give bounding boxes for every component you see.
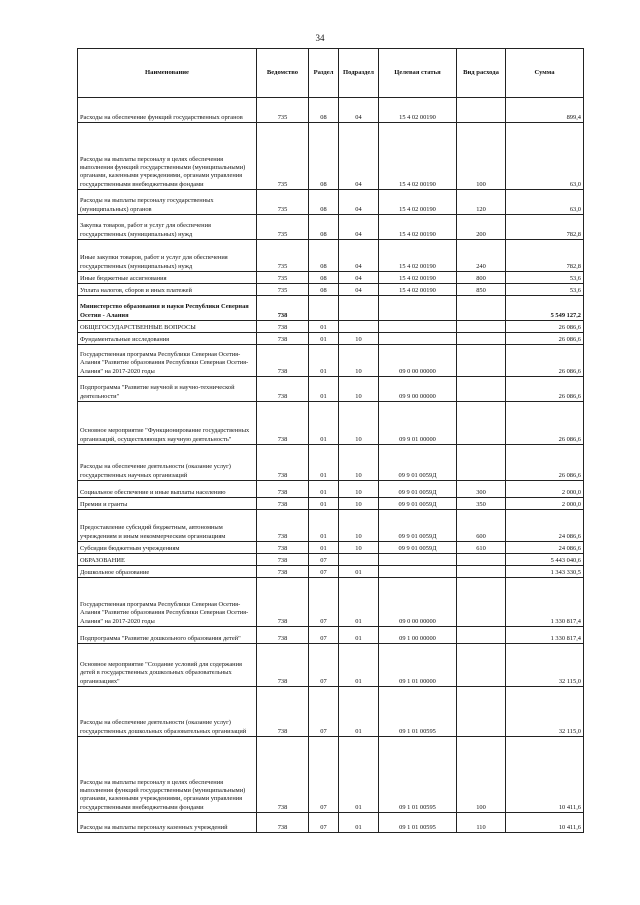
table-row bbox=[78, 498, 584, 510]
col-header-expense-type: Вид расхода bbox=[457, 49, 506, 98]
row-subsection-cell: 01 bbox=[339, 627, 379, 644]
row-section-cell: 01 bbox=[309, 321, 339, 333]
row-name-cell: Подпрограмма "Развитие дошкольного образования детей" bbox=[78, 627, 257, 644]
row-section-cell bbox=[309, 296, 339, 321]
table-row bbox=[78, 240, 584, 272]
row-amount-cell: 2 000,0 bbox=[506, 481, 584, 498]
table-row bbox=[78, 481, 584, 498]
row-department-cell: 735 bbox=[257, 98, 309, 123]
row-subsection-cell: 01 bbox=[339, 813, 379, 833]
row-department-cell: 738 bbox=[257, 542, 309, 554]
row-expense-type-cell: 120 bbox=[457, 190, 506, 215]
row-department-cell: 738 bbox=[257, 402, 309, 445]
row-expense-type-cell: 600 bbox=[457, 510, 506, 542]
row-department-cell: 738 bbox=[257, 498, 309, 510]
row-section-cell: 08 bbox=[309, 240, 339, 272]
col-header-amount: Сумма bbox=[506, 49, 584, 98]
row-department-cell: 735 bbox=[257, 272, 309, 284]
row-target-cell: 15 4 02 00190 bbox=[379, 284, 457, 296]
row-target-cell: 09 1 01 00595 bbox=[379, 687, 457, 737]
row-subsection-cell bbox=[339, 554, 379, 566]
row-amount-cell: 1 330 817,4 bbox=[506, 578, 584, 627]
table-row bbox=[78, 566, 584, 578]
row-target-cell: 15 4 02 00190 bbox=[379, 98, 457, 123]
row-amount-cell: 2 000,0 bbox=[506, 498, 584, 510]
row-subsection-cell: 01 bbox=[339, 578, 379, 627]
row-name-cell: Расходы на обеспечение деятельности (оказание услуг) государственных научных организаций bbox=[78, 445, 257, 481]
row-subsection-cell: 10 bbox=[339, 377, 379, 402]
row-subsection-cell: 01 bbox=[339, 566, 379, 578]
row-expense-type-cell bbox=[457, 445, 506, 481]
row-section-cell: 08 bbox=[309, 190, 339, 215]
row-section-cell: 07 bbox=[309, 813, 339, 833]
row-expense-type-cell bbox=[457, 98, 506, 123]
row-name-cell: Фундаментальные исследования bbox=[78, 333, 257, 345]
table-row bbox=[78, 190, 584, 215]
row-subsection-cell: 10 bbox=[339, 481, 379, 498]
table-row bbox=[78, 510, 584, 542]
row-subsection-cell: 04 bbox=[339, 272, 379, 284]
row-name-cell: Расходы на выплаты персоналу казенных учреждений bbox=[78, 813, 257, 833]
row-amount-cell: 26 086,6 bbox=[506, 377, 584, 402]
row-amount-cell: 32 115,0 bbox=[506, 644, 584, 687]
row-name-cell: ОБРАЗОВАНИЕ bbox=[78, 554, 257, 566]
row-department-cell: 738 bbox=[257, 445, 309, 481]
row-subsection-cell: 10 bbox=[339, 498, 379, 510]
row-expense-type-cell: 350 bbox=[457, 498, 506, 510]
table-row bbox=[78, 377, 584, 402]
row-amount-cell: 63,0 bbox=[506, 123, 584, 190]
row-department-cell: 738 bbox=[257, 566, 309, 578]
row-expense-type-cell bbox=[457, 402, 506, 445]
row-amount-cell: 63,0 bbox=[506, 190, 584, 215]
row-name-cell: Основное мероприятие "Создание условий для содержания детей в государственных дошкольных образовательных организациях" bbox=[78, 644, 257, 687]
row-section-cell: 07 bbox=[309, 554, 339, 566]
row-name-cell: Дошкольное образование bbox=[78, 566, 257, 578]
table-row bbox=[78, 627, 584, 644]
row-section-cell: 07 bbox=[309, 566, 339, 578]
row-name-cell: Закупка товаров, работ и услуг для обеспечения государственных (муниципальных) нужд bbox=[78, 215, 257, 240]
row-target-cell bbox=[379, 321, 457, 333]
row-target-cell: 09 9 01 0059Д bbox=[379, 542, 457, 554]
row-target-cell bbox=[379, 296, 457, 321]
row-department-cell: 738 bbox=[257, 510, 309, 542]
row-expense-type-cell bbox=[457, 345, 506, 377]
row-expense-type-cell: 300 bbox=[457, 481, 506, 498]
row-subsection-cell: 04 bbox=[339, 98, 379, 123]
row-expense-type-cell: 100 bbox=[457, 123, 506, 190]
row-expense-type-cell bbox=[457, 578, 506, 627]
row-section-cell: 01 bbox=[309, 510, 339, 542]
table-row bbox=[78, 578, 584, 627]
row-department-cell: 738 bbox=[257, 813, 309, 833]
row-department-cell: 735 bbox=[257, 215, 309, 240]
row-expense-type-cell bbox=[457, 377, 506, 402]
row-name-cell: Расходы на выплаты персоналу в целях обеспечения выполнения функций государственными (муниципальными) органами, казенными учреждениями, органами управления государственными внебюджетными фондами bbox=[78, 737, 257, 813]
row-target-cell bbox=[379, 333, 457, 345]
row-amount-cell: 53,6 bbox=[506, 284, 584, 296]
row-name-cell: Предоставление субсидий бюджетным, автономным учреждениям и иным некоммерческим организациям bbox=[78, 510, 257, 542]
row-target-cell: 15 4 02 00190 bbox=[379, 240, 457, 272]
row-target-cell: 09 1 00 00000 bbox=[379, 627, 457, 644]
table-row bbox=[78, 542, 584, 554]
row-name-cell: Основное мероприятие "Функционирование государственных организаций, осуществляющих научную деятельность" bbox=[78, 402, 257, 445]
row-amount-cell: 24 086,6 bbox=[506, 542, 584, 554]
row-name-cell: Уплата налогов, сборов и иных платежей bbox=[78, 284, 257, 296]
row-amount-cell: 53,6 bbox=[506, 272, 584, 284]
row-department-cell: 738 bbox=[257, 578, 309, 627]
row-expense-type-cell: 100 bbox=[457, 737, 506, 813]
row-expense-type-cell: 110 bbox=[457, 813, 506, 833]
row-target-cell: 09 9 01 0059Д bbox=[379, 498, 457, 510]
table-body bbox=[78, 98, 584, 833]
row-department-cell: 738 bbox=[257, 345, 309, 377]
table-row bbox=[78, 215, 584, 240]
row-department-cell: 738 bbox=[257, 377, 309, 402]
row-amount-cell: 32 115,0 bbox=[506, 687, 584, 737]
col-header-name: Наименование bbox=[78, 49, 257, 98]
row-expense-type-cell bbox=[457, 644, 506, 687]
table-row bbox=[78, 402, 584, 445]
row-target-cell: 09 9 01 0059Д bbox=[379, 510, 457, 542]
table-row bbox=[78, 813, 584, 833]
row-subsection-cell: 01 bbox=[339, 644, 379, 687]
row-target-cell bbox=[379, 554, 457, 566]
row-department-cell: 735 bbox=[257, 240, 309, 272]
col-header-target-article: Целевая статья bbox=[379, 49, 457, 98]
row-name-cell: Расходы на выплаты персоналу в целях обеспечения выполнения функций государственными (муниципальными) органами, казенными учреждениями, органами управления государственными внебюджетными фондами bbox=[78, 123, 257, 190]
row-section-cell: 01 bbox=[309, 542, 339, 554]
table-row bbox=[78, 687, 584, 737]
row-amount-cell: 10 411,6 bbox=[506, 737, 584, 813]
row-department-cell: 738 bbox=[257, 644, 309, 687]
row-department-cell: 738 bbox=[257, 296, 309, 321]
row-department-cell: 738 bbox=[257, 687, 309, 737]
row-section-cell: 07 bbox=[309, 627, 339, 644]
row-expense-type-cell bbox=[457, 627, 506, 644]
row-subsection-cell: 10 bbox=[339, 402, 379, 445]
row-amount-cell: 1 343 330,5 bbox=[506, 566, 584, 578]
row-department-cell: 738 bbox=[257, 321, 309, 333]
row-section-cell: 01 bbox=[309, 498, 339, 510]
table-row bbox=[78, 737, 584, 813]
row-section-cell: 01 bbox=[309, 445, 339, 481]
row-department-cell: 738 bbox=[257, 554, 309, 566]
row-target-cell: 09 9 01 0059Д bbox=[379, 445, 457, 481]
row-section-cell: 01 bbox=[309, 481, 339, 498]
row-name-cell: Подпрограмма "Развитие научной и научно-технической деятельности" bbox=[78, 377, 257, 402]
row-name-cell: Расходы на обеспечение деятельности (оказание услуг) государственных дошкольных образовательных организаций bbox=[78, 687, 257, 737]
row-target-cell: 15 4 02 00190 bbox=[379, 190, 457, 215]
table-row bbox=[78, 123, 584, 190]
row-expense-type-cell: 200 bbox=[457, 215, 506, 240]
row-section-cell: 08 bbox=[309, 123, 339, 190]
row-expense-type-cell bbox=[457, 687, 506, 737]
table-row bbox=[78, 445, 584, 481]
col-header-section: Раздел bbox=[309, 49, 339, 98]
row-amount-cell: 782,8 bbox=[506, 215, 584, 240]
row-amount-cell: 26 086,6 bbox=[506, 321, 584, 333]
row-expense-type-cell: 240 bbox=[457, 240, 506, 272]
row-subsection-cell: 10 bbox=[339, 542, 379, 554]
row-expense-type-cell bbox=[457, 321, 506, 333]
table-row bbox=[78, 272, 584, 284]
row-subsection-cell: 04 bbox=[339, 240, 379, 272]
table-row bbox=[78, 284, 584, 296]
row-subsection-cell: 01 bbox=[339, 737, 379, 813]
col-header-department: Ведомство bbox=[257, 49, 309, 98]
row-section-cell: 01 bbox=[309, 377, 339, 402]
row-section-cell: 08 bbox=[309, 272, 339, 284]
row-name-cell: Иные бюджетные ассигнования bbox=[78, 272, 257, 284]
row-section-cell: 08 bbox=[309, 98, 339, 123]
row-subsection-cell bbox=[339, 296, 379, 321]
row-name-cell: ОБЩЕГОСУДАРСТВЕННЫЕ ВОПРОСЫ bbox=[78, 321, 257, 333]
row-amount-cell: 5 443 040,6 bbox=[506, 554, 584, 566]
row-name-cell: Социальное обеспечение и иные выплаты населению bbox=[78, 481, 257, 498]
row-subsection-cell: 04 bbox=[339, 190, 379, 215]
row-amount-cell: 782,8 bbox=[506, 240, 584, 272]
row-section-cell: 08 bbox=[309, 215, 339, 240]
row-subsection-cell: 04 bbox=[339, 123, 379, 190]
row-target-cell: 09 1 01 00595 bbox=[379, 737, 457, 813]
row-section-cell: 07 bbox=[309, 737, 339, 813]
row-amount-cell: 24 086,6 bbox=[506, 510, 584, 542]
row-expense-type-cell bbox=[457, 333, 506, 345]
row-section-cell: 01 bbox=[309, 402, 339, 445]
row-section-cell: 01 bbox=[309, 345, 339, 377]
row-name-cell: Иные закупки товаров, работ и услуг для обеспечения государственных (муниципальных) нужд bbox=[78, 240, 257, 272]
row-subsection-cell: 04 bbox=[339, 215, 379, 240]
row-subsection-cell bbox=[339, 321, 379, 333]
row-amount-cell: 5 549 127,2 bbox=[506, 296, 584, 321]
row-expense-type-cell: 800 bbox=[457, 272, 506, 284]
row-expense-type-cell bbox=[457, 566, 506, 578]
row-name-cell: Премии и гранты bbox=[78, 498, 257, 510]
row-amount-cell: 10 411,6 bbox=[506, 813, 584, 833]
row-subsection-cell: 01 bbox=[339, 687, 379, 737]
row-amount-cell: 26 086,6 bbox=[506, 402, 584, 445]
row-subsection-cell: 10 bbox=[339, 445, 379, 481]
row-name-cell: Расходы на обеспечение функций государственных органов bbox=[78, 98, 257, 123]
row-section-cell: 07 bbox=[309, 578, 339, 627]
row-target-cell: 15 4 02 00190 bbox=[379, 215, 457, 240]
row-section-cell: 01 bbox=[309, 333, 339, 345]
row-amount-cell: 26 086,6 bbox=[506, 333, 584, 345]
row-department-cell: 738 bbox=[257, 737, 309, 813]
row-target-cell: 15 4 02 00190 bbox=[379, 272, 457, 284]
table-row bbox=[78, 321, 584, 333]
row-subsection-cell: 10 bbox=[339, 333, 379, 345]
row-target-cell: 15 4 02 00190 bbox=[379, 123, 457, 190]
row-name-cell: Государственная программа Республики Северная Осетия-Алания "Развитие образования Республики Северная Осетия-Алания" на 2017-2020 годы bbox=[78, 345, 257, 377]
row-section-cell: 07 bbox=[309, 644, 339, 687]
row-name-cell: Субсидии бюджетным учреждениям bbox=[78, 542, 257, 554]
table-row bbox=[78, 333, 584, 345]
page-number: 34 bbox=[315, 33, 325, 43]
row-target-cell: 09 9 01 0059Д bbox=[379, 481, 457, 498]
row-expense-type-cell: 610 bbox=[457, 542, 506, 554]
row-target-cell bbox=[379, 566, 457, 578]
row-department-cell: 738 bbox=[257, 627, 309, 644]
row-name-cell: Расходы на выплаты персоналу государственных (муниципальных) органов bbox=[78, 190, 257, 215]
row-amount-cell: 26 086,6 bbox=[506, 445, 584, 481]
row-section-cell: 08 bbox=[309, 284, 339, 296]
row-name-cell: Государственная программа Республики Северная Осетия-Алания "Развитие образования Республики Северная Осетия-Алания" на 2017-2020 годы bbox=[78, 578, 257, 627]
row-department-cell: 738 bbox=[257, 481, 309, 498]
budget-table bbox=[77, 48, 584, 833]
row-name-cell: Министерство образования и науки Республики Северная Осетия - Алания bbox=[78, 296, 257, 321]
table-row bbox=[78, 98, 584, 123]
row-amount-cell: 899,4 bbox=[506, 98, 584, 123]
row-amount-cell: 26 086,6 bbox=[506, 345, 584, 377]
table-row bbox=[78, 345, 584, 377]
row-target-cell: 09 0 00 00000 bbox=[379, 345, 457, 377]
row-department-cell: 735 bbox=[257, 190, 309, 215]
col-header-subsection: Подраздел bbox=[339, 49, 379, 98]
row-target-cell: 09 9 00 00000 bbox=[379, 377, 457, 402]
table-row bbox=[78, 554, 584, 566]
row-expense-type-cell bbox=[457, 554, 506, 566]
row-subsection-cell: 04 bbox=[339, 284, 379, 296]
row-expense-type-cell bbox=[457, 296, 506, 321]
row-expense-type-cell: 850 bbox=[457, 284, 506, 296]
row-department-cell: 738 bbox=[257, 333, 309, 345]
row-department-cell: 735 bbox=[257, 123, 309, 190]
row-subsection-cell: 10 bbox=[339, 345, 379, 377]
row-target-cell: 09 9 01 00000 bbox=[379, 402, 457, 445]
table-header-row bbox=[78, 49, 584, 98]
row-target-cell: 09 1 01 00000 bbox=[379, 644, 457, 687]
row-amount-cell: 1 330 817,4 bbox=[506, 627, 584, 644]
row-section-cell: 07 bbox=[309, 687, 339, 737]
row-department-cell: 735 bbox=[257, 284, 309, 296]
row-subsection-cell: 10 bbox=[339, 510, 379, 542]
row-target-cell: 09 1 01 00595 bbox=[379, 813, 457, 833]
row-target-cell: 09 0 00 00000 bbox=[379, 578, 457, 627]
table-row bbox=[78, 644, 584, 687]
table-row bbox=[78, 296, 584, 321]
